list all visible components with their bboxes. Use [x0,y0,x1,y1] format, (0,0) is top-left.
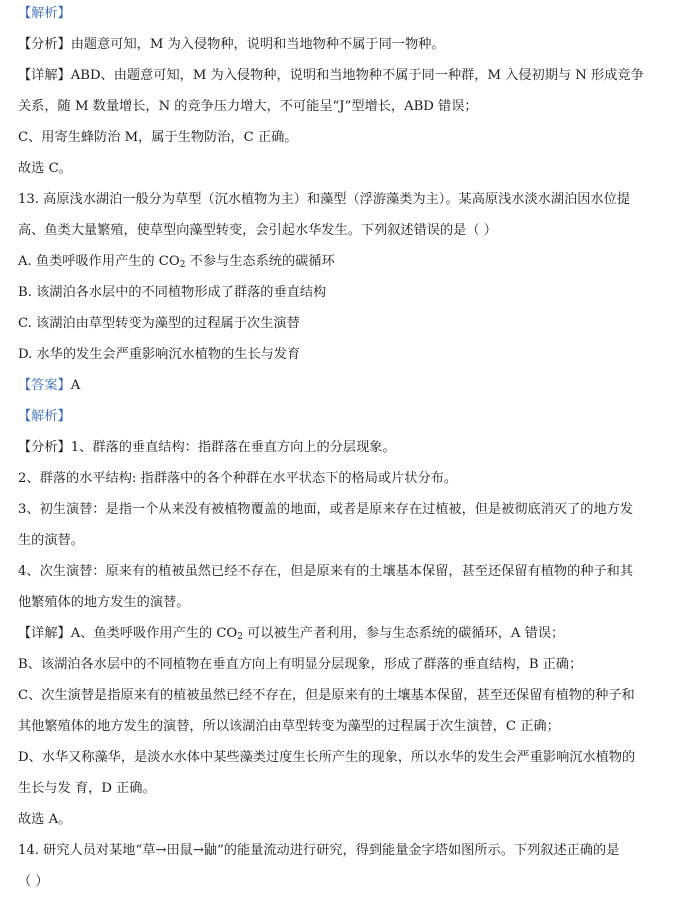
analysis-summary [18,35,678,55]
detail-text: ABD、由题意可知，M 为入侵物种，说明和当地物种不属于同一种群，M 入侵初期与 N 形成竞争 [70,68,644,83]
detail-line [18,624,678,644]
question-stem: 13. 高原浅水湖泊一般分为草型（沉水植物为主）和藻型（浮游藻类为主）。某高原浅水淡水湖泊因水位提 [18,192,630,207]
document-page [18,4,678,892]
answer-line [18,376,678,396]
subscript: 2 [237,632,243,642]
summary-point: 2、群落的水平结构: 指群落中的各个种群在水平状态下的格局或片状分布。 [18,471,458,486]
detail-line: C、次生演替是指原来有的植被虽然已经不存在，但是原来有的土壤基本保留，甚至还保留有植物的种子和 [18,688,635,703]
summary-text: 1、群落的垂直结构：指群落在垂直方向上的分层现象。 [70,440,396,455]
analysis-summary [18,438,678,458]
detail-line: D、水华又称藻华，是淡水水体中某些藻类过度生长所产生的现象，所以水华的发生会严重影响沉水植物的 [18,750,636,765]
detail-text: A、鱼类呼吸作用产生的 CO [70,626,238,641]
analysis-tag: 【解析】 [18,409,71,424]
analysis-tag: 【解析】 [18,6,71,21]
conclusion: 故选 C。 [18,161,72,176]
detail-text: 可以被生产者利用，参与生态系统的碳循环，A 错误； [242,626,565,641]
option-b: B. 该湖泊各水层中的不同植物形成了群落的垂直结构 [18,285,327,300]
question-stem: 14. 研究人员对某地“草→田鼠→鼬”的能量流动进行研究，得到能量金字塔如图所示。下列叙述正确的是 [18,843,620,858]
conclusion: 故选 A。 [18,812,72,827]
summary-tag: 【分析】 [18,440,71,455]
summary-point: 4、次生演替：原来有的植被虽然已经不存在，但是原来有的土壤基本保留，甚至还保留有植物的种子和其 [18,564,634,579]
summary-point: 3、初生演替：是指一个从来没有被植物覆盖的地面，或者是原来存在过植被，但是被彻底消灭了的地方发 [18,502,634,517]
summary-text: 由题意可知，M 为入侵物种，说明和当地物种不属于同一物种。 [70,37,445,52]
subscript: 2 [179,260,186,270]
option-d: D. 水华的发生会严重影响沉水植物的生长与发育 [18,347,301,362]
summary-tag: 【分析】 [18,37,71,52]
option-a [18,252,678,272]
option-c: C. 该湖泊由草型转变为藻型的过程属于次生演替 [18,316,300,331]
detail-line: 其他繁殖体的地方发生的演替，所以该湖泊由草型转变为藻型的过程属于次生演替，C 正确； [18,719,560,734]
option-text: 不参与生态系统的碳循环 [185,254,335,269]
detail-line: 生长与发 育，D 正确。 [18,781,156,796]
answer-value: A [70,378,81,393]
detail-line: 关系，随 M 数量增长，N 的竞争压力增大，不可能呈“J”型增长，ABD 错误； [18,99,478,114]
summary-point: 生的演替。 [18,533,84,548]
detail-line [18,66,678,86]
detail-tag: 【详解】 [18,626,71,641]
detail-line: C、用寄生蜂防治 M，属于生物防治，C 正确。 [18,130,298,145]
question-stem: （ ） [18,874,49,889]
answer-tag: 【答案】 [18,378,71,393]
detail-line: B、该湖泊各水层中的不同植物在垂直方向上有明显分层现象，形成了群落的垂直结构，B 正确； [18,657,583,672]
summary-point: 他繁殖体的地方发生的演替。 [18,595,190,610]
detail-tag: 【详解】 [18,68,71,83]
question-stem: 高、鱼类大量繁殖，使草型向藻型转变，会引起水华发生。下列叙述错误的是（ ） [18,223,497,238]
option-text: A. 鱼类呼吸作用产生的 CO [18,254,180,269]
